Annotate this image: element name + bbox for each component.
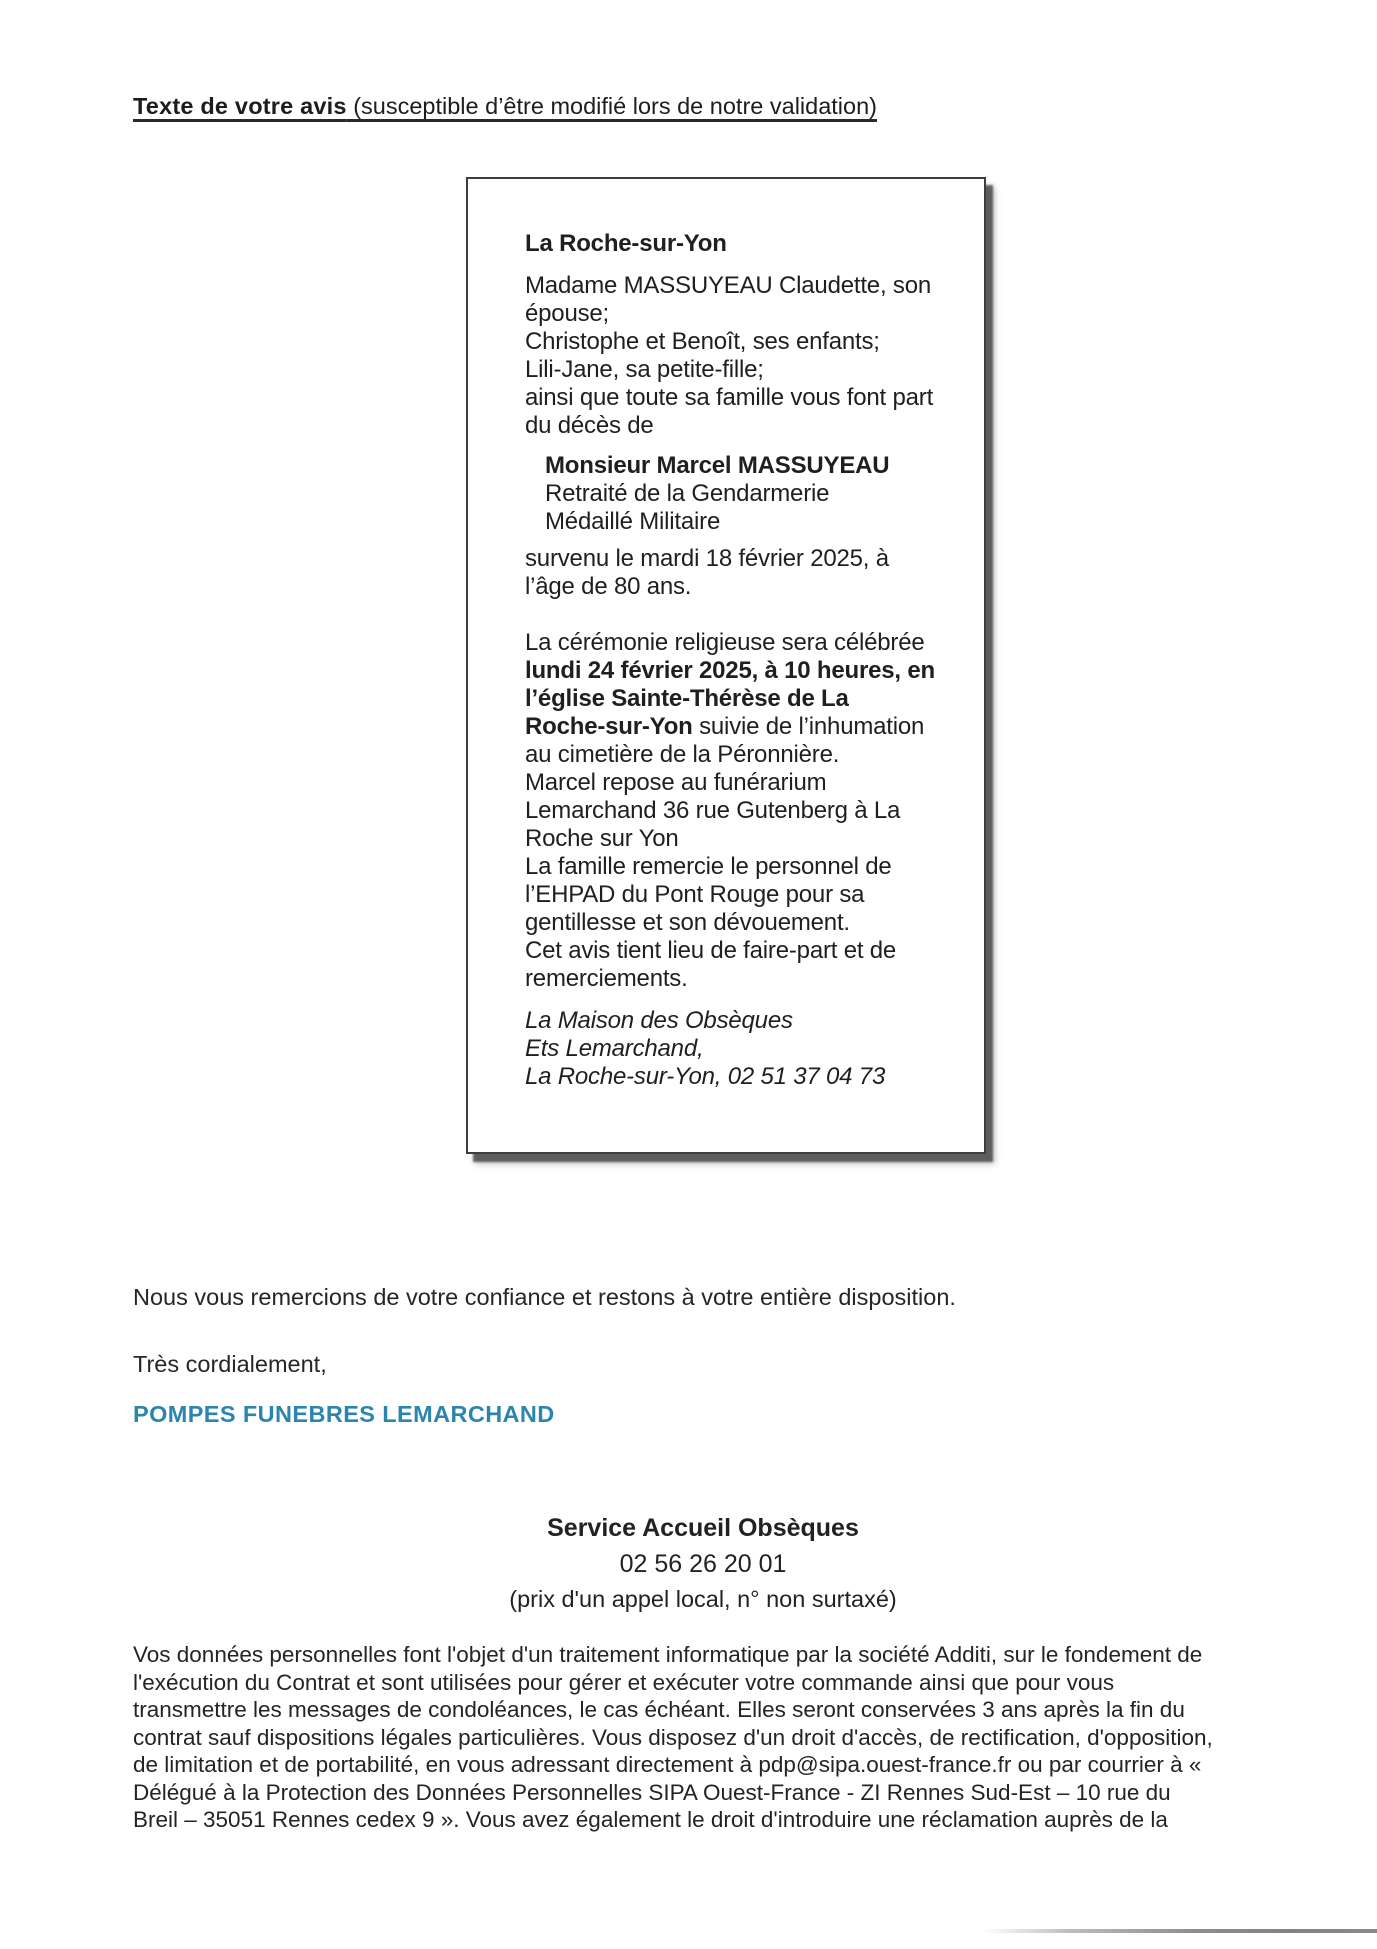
text-line: Médaillé Militaire [545, 508, 721, 535]
text-line: Vos données personnelles font l'objet d'un traitement informatique par la société Additi, sur le fondement de [133, 1642, 1203, 1667]
text-line: du décès de [525, 412, 654, 439]
text-line: Retraité de la Gendarmerie [545, 480, 830, 507]
salutation-line: Très cordialement, [133, 1351, 327, 1377]
page-title-bold: Texte de votre avis [133, 93, 347, 119]
page-title-note: (susceptible d’être modifié lors de notre validation) [346, 93, 877, 119]
notice-signature-lines [525, 1007, 950, 1091]
text-line [525, 713, 950, 741]
text-line [525, 797, 950, 825]
contact-pricing-note: (prix d'un appel local, n° non surtaxé) [509, 1586, 897, 1612]
text-segment-bold: Roche-sur-Yon [525, 713, 693, 740]
text-segment: La famille remercie le personnel de [525, 853, 892, 880]
text-segment: Marcel repose au funérarium [525, 769, 827, 796]
text-segment: Roche sur Yon [525, 825, 679, 852]
notice-ceremony-lines [525, 629, 950, 993]
text-line: Christophe et Benoît, ses enfants; [525, 328, 880, 355]
contact-service-title: Service Accueil Obsèques [547, 1514, 859, 1542]
text-line [525, 825, 950, 853]
text-line [525, 657, 950, 685]
text-segment: gentillesse et son dévouement. [525, 909, 850, 936]
text-line [525, 769, 950, 797]
text-line [525, 965, 950, 993]
notice-city: La Roche-sur-Yon [525, 230, 727, 257]
obituary-notice-card [466, 177, 986, 1154]
text-line: contrat sauf dispositions légales particulières. Vous disposez d'un droit d'accès, de rectification, d'opposition, [133, 1724, 1213, 1750]
text-line: Délégué à la Protection des Données Personnelles SIPA Ouest-France - ZI Rennes Sud-Est – 10 rue du [133, 1779, 1171, 1805]
text-line: survenu le mardi 18 février 2025, à [525, 545, 889, 572]
thanks-line: Nous vous remercions de votre confiance et restons à votre entière disposition. [133, 1284, 956, 1310]
text-segment: Cet avis tient lieu de faire-part et de [525, 937, 897, 964]
text-line [525, 853, 950, 881]
company-name: POMPES FUNEBRES LEMARCHAND [133, 1401, 555, 1427]
text-segment: suivie de l’inhumation [692, 713, 925, 740]
text-line [525, 937, 950, 965]
page-title [133, 93, 877, 120]
text-line [525, 685, 950, 713]
text-segment-bold: l’église Sainte-Thérèse de La [525, 685, 849, 712]
text-line [525, 881, 950, 909]
text-line: Breil – 35051 Rennes cedex 9 ». Vous avez également le droit d'introduire une réclamation auprès de la [133, 1807, 1168, 1832]
text-line: La Maison des Obsèques [525, 1007, 793, 1034]
text-segment: remerciements. [525, 965, 688, 992]
scan-artifact-streak [983, 1929, 1377, 1933]
legal-paragraph [133, 1641, 1213, 1834]
text-line: ainsi que toute sa famille vous font part [525, 384, 934, 411]
text-line: épouse; [525, 300, 610, 327]
text-line: l’âge de 80 ans. [525, 573, 692, 600]
page-title-underlined [133, 93, 877, 119]
text-segment: La cérémonie religieuse sera célébrée [525, 629, 925, 656]
text-line: transmettre les messages de condoléances, le cas échéant. Elles seront conservées 3 ans après la fin du [133, 1697, 1185, 1722]
notice-family-lines [525, 272, 950, 440]
text-line [525, 909, 950, 937]
text-line: Lili-Jane, sa petite-fille; [525, 356, 764, 383]
notice-deceased-block [525, 452, 950, 536]
text-line [525, 741, 950, 769]
notice-death-lines [525, 545, 950, 601]
text-line: Ets Lemarchand, [525, 1035, 704, 1062]
contact-block [133, 1514, 1273, 1613]
text-segment: l’EHPAD du Pont Rouge pour sa [525, 881, 865, 908]
text-line: Madame MASSUYEAU Claudette, son [525, 272, 931, 299]
deceased-titles [545, 480, 950, 536]
text-line: de limitation et de portabilité, en vous adressant directement à pdp@sipa.ouest-france.fr ou par courrier à « [133, 1752, 1202, 1777]
contact-phone-number: 02 56 26 20 01 [619, 1550, 787, 1578]
text-segment: au cimetière de la Péronnière. [525, 741, 840, 768]
deceased-name: Monsieur Marcel MASSUYEAU [545, 452, 890, 479]
text-line [525, 629, 950, 657]
text-segment: Lemarchand 36 rue Gutenberg à La [525, 797, 901, 824]
text-segment-bold: lundi 24 février 2025, à 10 heures, en [525, 657, 935, 684]
text-line: La Roche-sur-Yon, 02 51 37 04 73 [525, 1063, 886, 1090]
text-line: l'exécution du Contrat et sont utilisées pour gérer et exécuter votre commande ainsi que pour vous [133, 1669, 1115, 1695]
